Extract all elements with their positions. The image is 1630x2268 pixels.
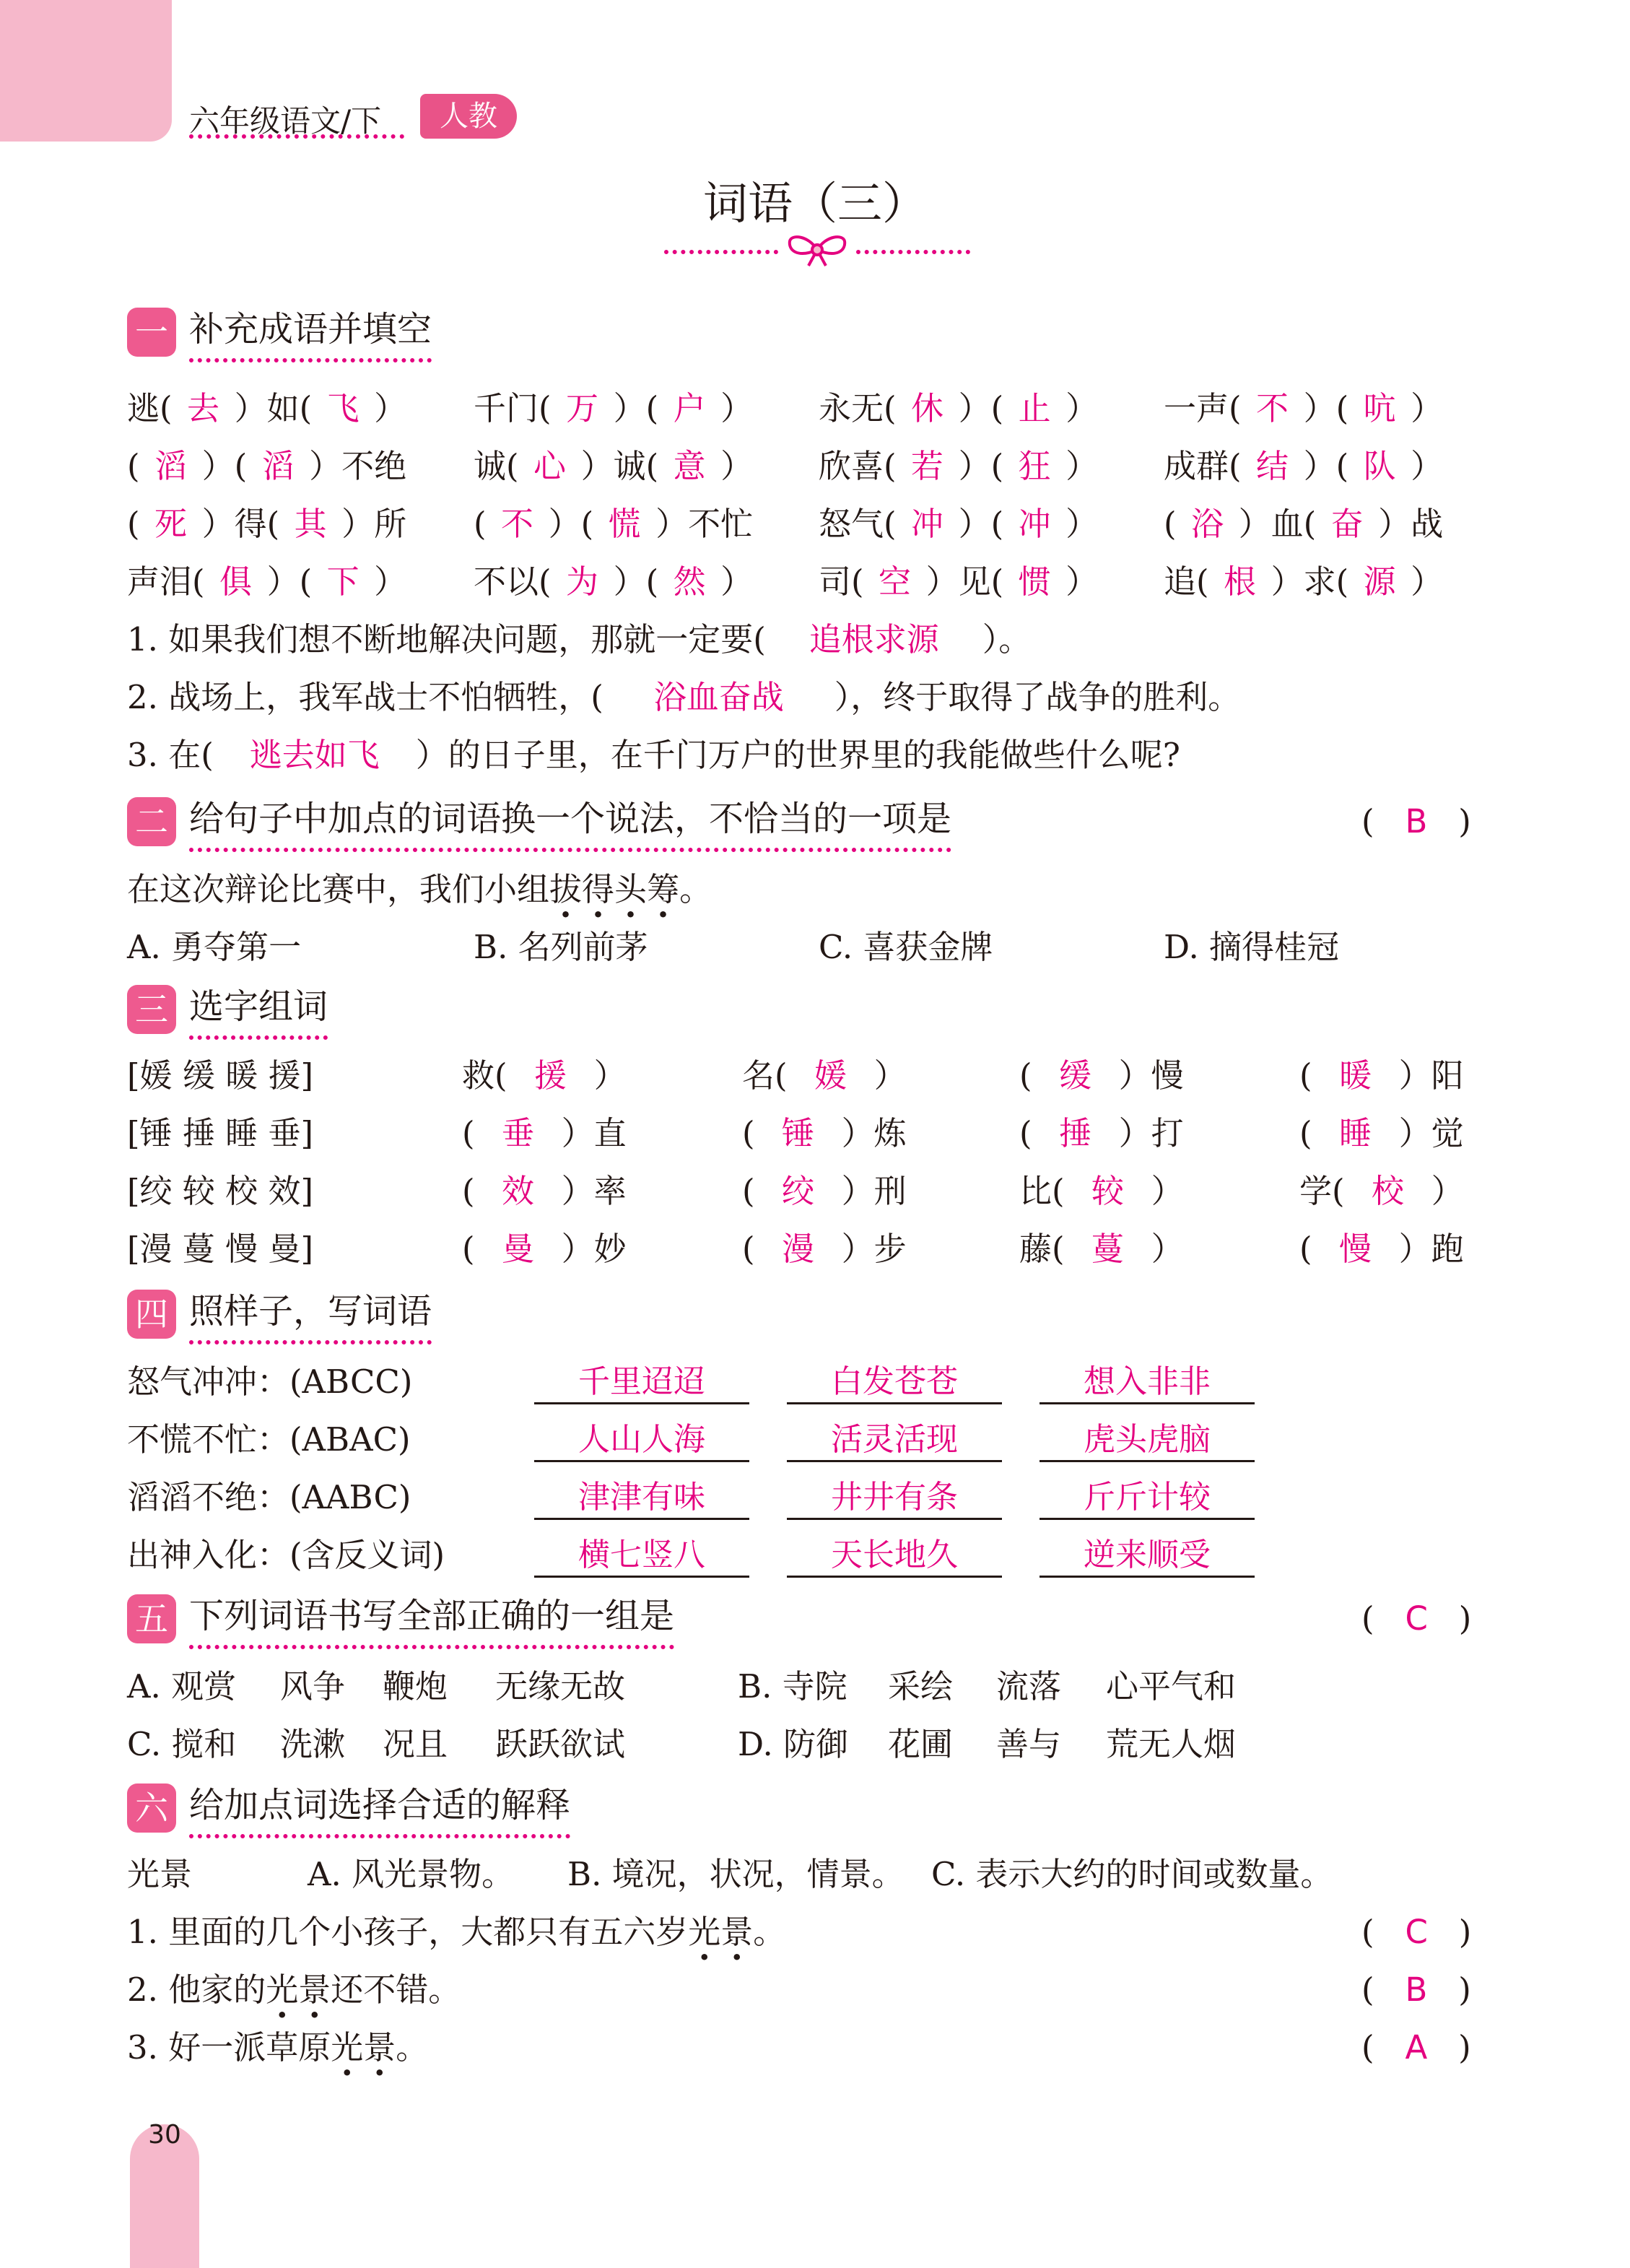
idiom-answer: 冲 [911, 505, 944, 543]
idiom-answer: 心 [533, 447, 567, 485]
word-answer: 蔓 [1091, 1230, 1125, 1268]
s6-def-c: C. 表示大约的时间或数量。 [931, 1855, 1333, 1893]
idiom-4-1: 声泪( 俱 ）( 下 ） [127, 560, 406, 604]
page-title: 词语（三） [702, 177, 927, 230]
pattern-answer-3-1: 津津有味 [534, 1477, 749, 1520]
word-item-3-4: 学( 校 ） [1299, 1170, 1464, 1213]
idiom-answer: 滔 [154, 447, 188, 485]
idiom-answer: 慌 [608, 505, 641, 543]
word-answer: 锤 [782, 1114, 815, 1152]
word-item-3-2: ( 绞 ）刑 [742, 1170, 907, 1213]
s6-answer: C [1405, 1913, 1428, 1951]
idiom-2-2: 诚( 心 ）诚( 意 ） [474, 445, 753, 488]
idiom-answer: 若 [911, 447, 944, 485]
s6-answer: A [1405, 2028, 1428, 2067]
s1-question-1: 1. 如果我们想不断地解决问题，那就一定要( 追根求源 ）。 [127, 618, 1031, 661]
s1-q3-answer: 逃去如飞 [249, 736, 380, 774]
header-underline [189, 134, 404, 139]
word-item-3-3: 比( 较 ） [1019, 1170, 1184, 1213]
s5-option-word: D. 防御 [738, 1725, 849, 1763]
s2-sentence: 在这次辩论比赛中，我们小组拔得头筹。 [127, 870, 712, 908]
s6-question-2: 2. 他家的光景还不错。 [127, 1971, 461, 2009]
idiom-answer: 其 [294, 505, 327, 543]
section-number-3: 三 [127, 985, 176, 1034]
s6-question-3: 3. 好一派草原光景。 [127, 2028, 429, 2067]
section-title-5: 下列词语书写全部正确的一组是 [189, 1591, 674, 1649]
idiom-answer: 吭 [1363, 389, 1396, 427]
pattern-answer-1-2: 白发苍苍 [787, 1362, 1002, 1404]
s2-answer: B [1405, 802, 1428, 840]
word-item-2-2: ( 锤 ）炼 [742, 1112, 907, 1155]
idiom-answer: 狂 [1018, 447, 1051, 485]
s5-option-word: 洗漱 [280, 1725, 346, 1763]
char-set-2: [锤 捶 睡 垂] [127, 1114, 314, 1152]
section-number-1: 一 [127, 308, 176, 357]
s1-question-2: 2. 战场上，我军战士不怕牺牲，( 浴血奋战 ），终于取得了战争的胜利。 [127, 676, 1240, 719]
idiom-answer: 空 [879, 562, 912, 601]
s2-option-a: A. 勇夺第一 [127, 928, 302, 966]
idiom-answer: 下 [326, 562, 359, 601]
idiom-answer: 飞 [326, 389, 359, 427]
bow-icon [787, 231, 847, 269]
s5-answer: C [1405, 1599, 1428, 1638]
idiom-answer: 止 [1018, 389, 1051, 427]
idiom-4-2: 不以( 为 ）( 然 ） [474, 560, 753, 604]
word-item-2-3: ( 捶 ）打 [1019, 1112, 1184, 1155]
word-answer: 媛 [814, 1056, 847, 1095]
section-title-3: 选字组词 [189, 982, 328, 1040]
s6-def-a: A. 风光景物。 [308, 1855, 515, 1893]
idiom-2-4: 成群( 结 ）( 队 ） [1164, 445, 1443, 488]
s6-answer-box-1: ( C ) [1361, 1913, 1472, 1951]
s5-option-word: 荒无人烟 [1106, 1725, 1237, 1763]
s6-word: 光景 [127, 1855, 193, 1893]
s1-q1-answer: 追根求源 [809, 620, 939, 659]
word-item-4-3: 藤( 蔓 ） [1019, 1228, 1184, 1271]
pattern-answer-4-3: 逆来顺受 [1040, 1535, 1255, 1578]
idiom-2-3: 欣喜( 若 ）( 狂 ） [819, 445, 1098, 488]
idiom-3-3: 怒气( 冲 ）( 冲 ） [819, 503, 1098, 546]
s1-question-3: 3. 在( 逃去如飞 ）的日子里，在千门万户的世界里的我能做些什么呢? [127, 734, 1180, 777]
idiom-3-4: ( 浴 ）血( 奋 ）战 [1164, 503, 1443, 546]
word-answer: 漫 [782, 1230, 815, 1268]
idiom-answer: 休 [911, 389, 944, 427]
idiom-answer: 万 [566, 389, 599, 427]
s5-option-word: C. 搅和 [127, 1725, 237, 1763]
idiom-3-1: ( 死 ）得( 其 ）所 [127, 503, 406, 546]
word-answer: 慢 [1339, 1230, 1372, 1268]
word-answer: 垂 [502, 1114, 535, 1152]
word-answer: 曼 [502, 1230, 535, 1268]
idiom-answer: 不 [1256, 389, 1289, 427]
idiom-answer: 源 [1363, 562, 1396, 601]
word-item-4-1: ( 曼 ）妙 [462, 1228, 627, 1271]
idiom-1-2: 千门( 万 ）( 户 ） [474, 387, 753, 430]
word-answer: 绞 [782, 1172, 815, 1210]
idiom-answer: 浴 [1191, 505, 1224, 543]
s2-answer-box: ( B ) [1361, 802, 1471, 840]
section-title-1: 补充成语并填空 [189, 305, 432, 362]
char-set-4: [漫 蔓 慢 曼] [127, 1230, 314, 1268]
s5-option-word: 跃跃欲试 [495, 1725, 626, 1763]
idiom-answer: 奋 [1330, 505, 1364, 543]
idiom-answer: 冲 [1018, 505, 1051, 543]
s5-option-word: 况且 [383, 1725, 448, 1763]
char-set-3: [绞 较 校 效] [127, 1172, 314, 1210]
idiom-3-2: ( 不 ）( 慌 ）不忙 [474, 503, 753, 546]
section-number-4: 四 [127, 1290, 176, 1339]
page-number: 30 [148, 2120, 181, 2150]
word-answer: 校 [1372, 1172, 1405, 1210]
s5-option-word: A. 观赏 [127, 1667, 237, 1706]
s5-option-word: 风争 [280, 1667, 346, 1706]
idiom-1-4: 一声( 不 ）( 吭 ） [1164, 387, 1443, 430]
idiom-1-3: 永无( 休 ）( 止 ） [819, 387, 1098, 430]
pattern-answer-3-2: 井井有条 [787, 1477, 1002, 1520]
idiom-answer: 滔 [261, 447, 295, 485]
word-answer: 较 [1091, 1172, 1125, 1210]
s6-answer-box-2: ( B ) [1361, 1971, 1471, 2009]
word-answer: 暖 [1339, 1056, 1372, 1095]
word-answer: 效 [502, 1172, 535, 1210]
idiom-1-1: 逃( 去 ）如( 飞 ） [127, 387, 406, 430]
idiom-4-4: 追( 根 ）求( 源 ） [1164, 560, 1443, 604]
word-item-3-1: ( 效 ）率 [462, 1170, 627, 1213]
s6-question-1: 1. 里面的几个小孩子，大都只有五六岁光景。 [127, 1913, 786, 1951]
pattern-label-1: 怒气冲冲：(ABCC) [127, 1363, 413, 1401]
pattern-answer-4-2: 天长地久 [787, 1535, 1002, 1578]
s5-option-word: 流落 [996, 1667, 1062, 1706]
word-item-1-2: 名( 媛 ） [742, 1054, 907, 1098]
idiom-2-1: ( 滔 ）( 滔 ）不绝 [127, 445, 406, 488]
section-title-2: 给句子中加点的词语换一个说法，不恰当的一项是 [189, 794, 951, 852]
s5-option-word: 花圃 [888, 1725, 954, 1763]
s5-answer-box: ( C ) [1361, 1599, 1472, 1638]
word-item-1-1: 救( 援 ） [462, 1054, 627, 1098]
pattern-answer-1-3: 想入非非 [1040, 1362, 1255, 1404]
pattern-label-4: 出神入化：(含反义词) [127, 1536, 445, 1574]
s2-option-d: D. 摘得桂冠 [1164, 928, 1340, 966]
corner-tab [0, 0, 172, 142]
s5-option-word: 鞭炮 [383, 1667, 448, 1706]
pattern-answer-2-1: 人山人海 [534, 1420, 749, 1462]
pattern-answer-3-3: 斤斤计较 [1040, 1477, 1255, 1520]
word-item-2-4: ( 睡 ）觉 [1299, 1112, 1464, 1155]
char-set-1: [媛 缓 暖 援] [127, 1056, 314, 1095]
word-item-1-4: ( 暖 ）阳 [1299, 1054, 1464, 1098]
idiom-answer: 队 [1363, 447, 1396, 485]
word-item-4-4: ( 慢 ）跑 [1299, 1228, 1464, 1271]
edition-badge: 人教 [420, 94, 517, 139]
title-deco-right [856, 250, 970, 254]
idiom-answer: 惯 [1018, 562, 1051, 601]
s2-option-b: B. 名列前茅 [474, 928, 648, 966]
s1-q2-answer: 浴血奋战 [653, 678, 784, 716]
pattern-answer-1-1: 千里迢迢 [534, 1362, 749, 1404]
s5-option-word: 采绘 [888, 1667, 954, 1706]
section-number-6: 六 [127, 1783, 176, 1833]
word-answer: 睡 [1339, 1114, 1372, 1152]
idiom-answer: 户 [673, 389, 706, 427]
idiom-answer: 不 [501, 505, 534, 543]
idiom-answer: 然 [673, 562, 706, 601]
s6-def-b: B. 境况，状况，情景。 [567, 1855, 905, 1893]
idiom-answer: 根 [1224, 562, 1257, 601]
section-title-4: 照样子，写词语 [189, 1287, 432, 1344]
pattern-answer-2-2: 活灵活现 [787, 1420, 1002, 1462]
pattern-answer-2-3: 虎头虎脑 [1040, 1420, 1255, 1462]
s5-option-word: 善与 [996, 1725, 1062, 1763]
section-number-5: 五 [127, 1594, 176, 1643]
pattern-label-2: 不慌不忙：(ABAC) [127, 1420, 411, 1459]
section-number-2: 二 [127, 797, 176, 846]
idiom-answer: 去 [187, 389, 220, 427]
idiom-answer: 结 [1256, 447, 1289, 485]
word-item-1-3: ( 缓 ）慢 [1019, 1054, 1184, 1098]
s2-option-c: C. 喜获金牌 [819, 928, 993, 966]
s6-answer-box-3: ( A ) [1361, 2028, 1471, 2067]
idiom-answer: 死 [154, 505, 188, 543]
pattern-label-3: 滔滔不绝：(AABC) [127, 1478, 411, 1516]
word-item-4-2: ( 漫 ）步 [742, 1228, 907, 1271]
s5-option-word: 心平气和 [1106, 1667, 1237, 1706]
word-answer: 捶 [1059, 1114, 1092, 1152]
header-subject: 六年级语文/下 [189, 103, 382, 139]
word-item-2-1: ( 垂 ）直 [462, 1112, 627, 1155]
word-answer: 援 [534, 1056, 567, 1095]
pattern-answer-4-1: 横七竖八 [534, 1535, 749, 1578]
idiom-answer: 为 [566, 562, 599, 601]
section-title-6: 给加点词选择合适的解释 [189, 1781, 570, 1838]
s5-option-word: B. 寺院 [738, 1667, 847, 1706]
s6-answer: B [1405, 1971, 1428, 2009]
idiom-answer: 俱 [219, 562, 253, 601]
word-answer: 缓 [1059, 1056, 1092, 1095]
idiom-4-3: 司( 空 ）见( 惯 ） [819, 560, 1098, 604]
idiom-answer: 意 [673, 447, 706, 485]
title-deco-left [664, 250, 778, 254]
s5-option-word: 无缘无故 [495, 1667, 626, 1706]
